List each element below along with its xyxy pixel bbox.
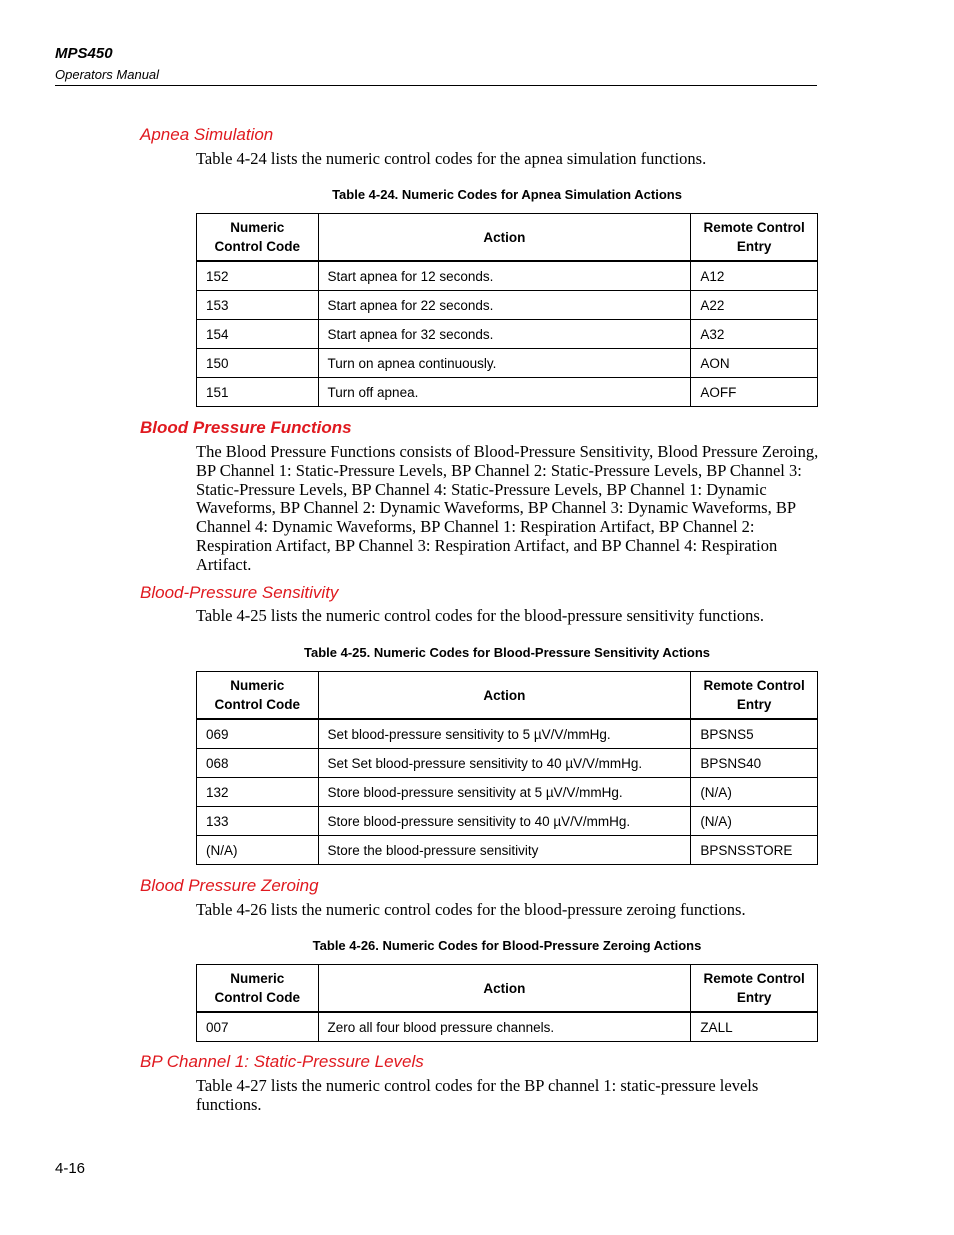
entry-cell: (N/A) bbox=[691, 807, 818, 836]
header-text: Remote Control bbox=[703, 220, 805, 235]
entry-cell: AOFF bbox=[691, 378, 818, 407]
table-header-row bbox=[197, 214, 818, 262]
heading-blood-pressure-functions: Blood Pressure Functions bbox=[140, 418, 352, 437]
code-cell: 151 bbox=[197, 378, 319, 407]
action-cell: Turn off apnea. bbox=[318, 378, 691, 407]
action-cell: Set Set blood-pressure sensitivity to 40 µV/V/mmHg. bbox=[318, 749, 691, 778]
header-text: Remote Control bbox=[703, 678, 805, 693]
header-text: Entry bbox=[736, 990, 772, 1005]
table-header-row bbox=[197, 672, 818, 720]
action-cell: Set blood-pressure sensitivity to 5 µV/V/mmHg. bbox=[318, 719, 691, 749]
column-header-code bbox=[197, 214, 319, 262]
header-text: Numeric bbox=[230, 678, 285, 693]
table-row bbox=[197, 291, 818, 320]
entry-cell: (N/A) bbox=[691, 778, 818, 807]
header-text: Remote Control bbox=[703, 971, 805, 986]
action-cell: Start apnea for 32 seconds. bbox=[318, 320, 691, 349]
heading-blood-pressure-sensitivity: Blood-Pressure Sensitivity bbox=[140, 583, 339, 602]
entry-cell: A12 bbox=[691, 261, 818, 291]
code-cell: (N/A) bbox=[197, 836, 319, 865]
page-number: 4-16 bbox=[55, 1160, 86, 1177]
table-4-25-caption: Table 4-25. Numeric Codes for Blood-Pressure Sensitivity Actions bbox=[304, 645, 710, 660]
sensitivity-intro-paragraph: Table 4-25 lists the numeric control codes for the blood-pressure sensitivity functions. bbox=[196, 606, 764, 625]
action-cell: Start apnea for 12 seconds. bbox=[318, 261, 691, 291]
header-text: Control Code bbox=[214, 990, 300, 1005]
entry-cell: A22 bbox=[691, 291, 818, 320]
action-cell: Start apnea for 22 seconds. bbox=[318, 291, 691, 320]
table-row bbox=[197, 719, 818, 749]
table-4-24-caption: Table 4-24. Numeric Codes for Apnea Simulation Actions bbox=[332, 187, 682, 202]
zeroing-intro-paragraph: Table 4-26 lists the numeric control codes for the blood-pressure zeroing functions. bbox=[196, 900, 746, 919]
code-cell: 069 bbox=[197, 719, 319, 749]
column-header-code bbox=[197, 672, 319, 720]
action-cell: Zero all four blood pressure channels. bbox=[318, 1012, 691, 1042]
table-row bbox=[197, 836, 818, 865]
code-cell: 152 bbox=[197, 261, 319, 291]
entry-cell: BPSNS5 bbox=[691, 719, 818, 749]
action-cell: Store blood-pressure sensitivity at 5 µV/V/mmHg. bbox=[318, 778, 691, 807]
column-header-remote-entry bbox=[691, 965, 818, 1013]
table-header-row bbox=[197, 965, 818, 1013]
zeroing-codes-table bbox=[196, 964, 818, 1042]
table-row bbox=[197, 749, 818, 778]
table-row bbox=[197, 261, 818, 291]
header-text: Control Code bbox=[214, 239, 300, 254]
code-cell: 068 bbox=[197, 749, 319, 778]
action-cell: Store the blood-pressure sensitivity bbox=[318, 836, 691, 865]
column-header-action: Action bbox=[318, 214, 691, 262]
code-cell: 150 bbox=[197, 349, 319, 378]
header-divider bbox=[55, 85, 817, 86]
document-title: MPS450 bbox=[55, 45, 113, 62]
table-row bbox=[197, 378, 818, 407]
entry-cell: BPSNS40 bbox=[691, 749, 818, 778]
code-cell: 007 bbox=[197, 1012, 319, 1042]
entry-cell: ZALL bbox=[691, 1012, 818, 1042]
table-4-26-caption: Table 4-26. Numeric Codes for Blood-Pressure Zeroing Actions bbox=[312, 938, 702, 953]
action-cell: Turn on apnea continuously. bbox=[318, 349, 691, 378]
document-subtitle: Operators Manual bbox=[55, 67, 160, 82]
header-text: Numeric bbox=[230, 971, 285, 986]
column-header-action: Action bbox=[318, 672, 691, 720]
table-row bbox=[197, 807, 818, 836]
header-text: Numeric bbox=[230, 220, 285, 235]
apnea-codes-table bbox=[196, 213, 818, 407]
entry-cell: A32 bbox=[691, 320, 818, 349]
code-cell: 154 bbox=[197, 320, 319, 349]
entry-cell: BPSNSSTORE bbox=[691, 836, 818, 865]
header-text: Entry bbox=[736, 239, 772, 254]
column-header-remote-entry bbox=[691, 672, 818, 720]
apnea-intro-paragraph: Table 4-24 lists the numeric control codes for the apnea simulation functions. bbox=[196, 149, 707, 168]
heading-apnea-simulation: Apnea Simulation bbox=[140, 125, 274, 144]
header-text: Entry bbox=[736, 697, 772, 712]
action-cell: Store blood-pressure sensitivity to 40 µV/V/mmHg. bbox=[318, 807, 691, 836]
entry-cell: AON bbox=[691, 349, 818, 378]
column-header-action: Action bbox=[318, 965, 691, 1013]
bp-functions-paragraph: The Blood Pressure Functions consists of Blood-Pressure Sensitivity, Blood Pressure Zeroing, BP Channel 1: Static-Pressure Levels, BP Channel 2: Static-Pressure Levels, BP Channel 3: Static-Pressure Levels, BP Channel 4: Static-Pressure Levels, BP Channel 1: Dynamic Waveforms, BP Channel 2: Dynamic Waveforms, BP Channel 3: Dynamic Waveforms, BP Channel 4: Dynamic Waveforms, BP Channel 1: Respiration Artifact, BP Channel 2: Respiration Artifact, BP Channel 3: Respiration Artifact, and BP Channel 4: Respiration Artifact. bbox=[196, 442, 819, 574]
column-header-code bbox=[197, 965, 319, 1013]
bp-ch1-static-intro-paragraph: Table 4-27 lists the numeric control codes for the BP channel 1: static-pressure levels functions. bbox=[196, 1076, 759, 1114]
code-cell: 153 bbox=[197, 291, 319, 320]
heading-blood-pressure-zeroing: Blood Pressure Zeroing bbox=[140, 876, 319, 895]
column-header-remote-entry bbox=[691, 214, 818, 262]
header-text: Control Code bbox=[214, 697, 300, 712]
sensitivity-codes-table bbox=[196, 671, 818, 865]
table-row bbox=[197, 349, 818, 378]
code-cell: 132 bbox=[197, 778, 319, 807]
table-row bbox=[197, 1012, 818, 1042]
code-cell: 133 bbox=[197, 807, 319, 836]
table-row bbox=[197, 320, 818, 349]
table-row bbox=[197, 778, 818, 807]
heading-bp-channel-1-static-pressure: BP Channel 1: Static-Pressure Levels bbox=[140, 1052, 424, 1071]
